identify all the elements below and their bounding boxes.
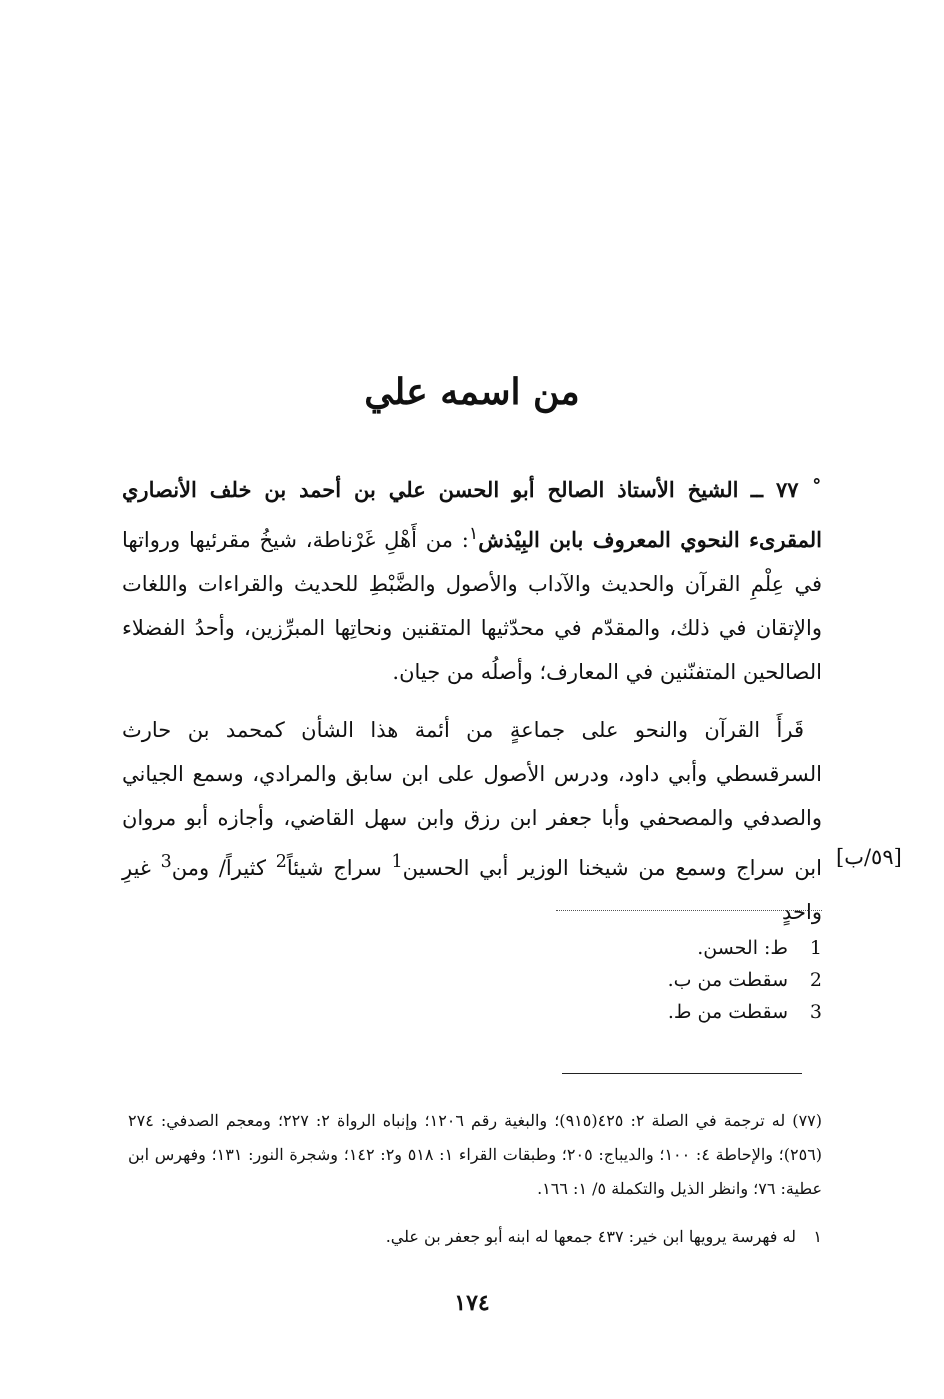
note-reference-3: 3 — [160, 852, 172, 872]
note-reference-1: 1 — [391, 852, 403, 872]
footnote-1-number: ١ — [813, 1227, 822, 1246]
critical-notes — [560, 932, 822, 1028]
folio-marker: [٥٩/ب] — [836, 845, 902, 869]
footnote-1-text: له فهرسة يرويها ابن خير: ٤٣٧ جمعها له ابنه أبو جعفر بن علي. — [385, 1227, 796, 1246]
critical-note-text: سقطت من ط. — [667, 1001, 788, 1023]
footnote-divider — [562, 1073, 802, 1074]
page-number: ١٧٤ — [454, 1290, 490, 1316]
entry-paragraph-2 — [122, 708, 822, 934]
main-text — [122, 468, 822, 934]
entry-paragraph-2-text-d: غيرِ واحدٍ — [122, 856, 822, 924]
entry-number: ˚ ٧٧ ــ — [750, 477, 822, 502]
critical-note-number: 3 — [809, 1001, 822, 1023]
critical-note — [560, 996, 822, 1028]
entry-heading: الشيخ الأستاذ الصالح أبو الحسن علي بن أحمد بن خلف الأنصاري المقرىء النحوي المعروف بابن البِيْذش — [122, 477, 822, 552]
critical-note-text: ط: الحسن. — [697, 937, 788, 959]
critical-note — [560, 932, 822, 964]
note-reference-2: 2 — [275, 852, 287, 872]
bibliographic-references: (٧٧) له ترجمة في الصلة ٢: ٤٢٥(٩١٥)؛ والبغية رقم ١٢٠٦؛ وإنباه الرواة ٢: ٢٢٧؛ ومعجم الصدفي: ٢٧٤ (٢٥٦)؛ والإحاطة ٤: ١٠٠؛ والديباج: ٢٠٥؛ وطبقات القراء ١: ٥١٨ و٢: ١٤٢؛ وشجرة النور: ١٣١؛ وفهرس ابن عطية: ٧٦؛ وانظر الذيل والتكملة ٥/ ١: ١٦٦. — [128, 1111, 823, 1198]
critical-note — [560, 964, 822, 996]
critical-note-number: 2 — [809, 969, 822, 991]
entry-paragraph-1 — [122, 468, 822, 694]
entry-paragraph-2-text-a: قَرأَ القرآن والنحو على جماعةٍ من أئمة هذا الشأن كمحمد بن حارث السرقسطي وأبي داود، ودرس الأصول على ابن سابق والمرادي، وسمع الجياني والصدفي والمصحفي وأبا جعفر ابن رزق وابن سهل القاضي، وأجازه أبو مروان ابن سراج وسمع من شيخنا الوزير أبي الحسين — [122, 718, 822, 880]
entry-paragraph-2-text-b: سراج شيئاً — [286, 856, 392, 880]
footnote-reference: ١ — [468, 524, 479, 544]
chapter-heading: من اسمه علي — [364, 371, 580, 413]
critical-note-text: سقطت من ب. — [667, 969, 788, 991]
entry-paragraph-1-text: : من أَهْلِ غَرْناطة، شيخُ مقرئيها ورواتها في عِلْمِ القرآن والحديث والآداب والأصول والضَّبْطِ للحديث والقراءات واللغات والإتقان في ذلك، والمقدّم في محدّثيها المتقنين ونحاتِها المبرِّزين، وأحدُ الفضلاء الصالحين المتفنّنين في المعارف؛ وأصلُه من جيان. — [122, 528, 822, 684]
critical-note-number: 1 — [809, 937, 822, 959]
entry-paragraph-2-text-c: كثيراً/ ومن — [171, 856, 276, 880]
footnote-1 — [128, 1222, 822, 1252]
dotted-divider — [556, 910, 822, 911]
